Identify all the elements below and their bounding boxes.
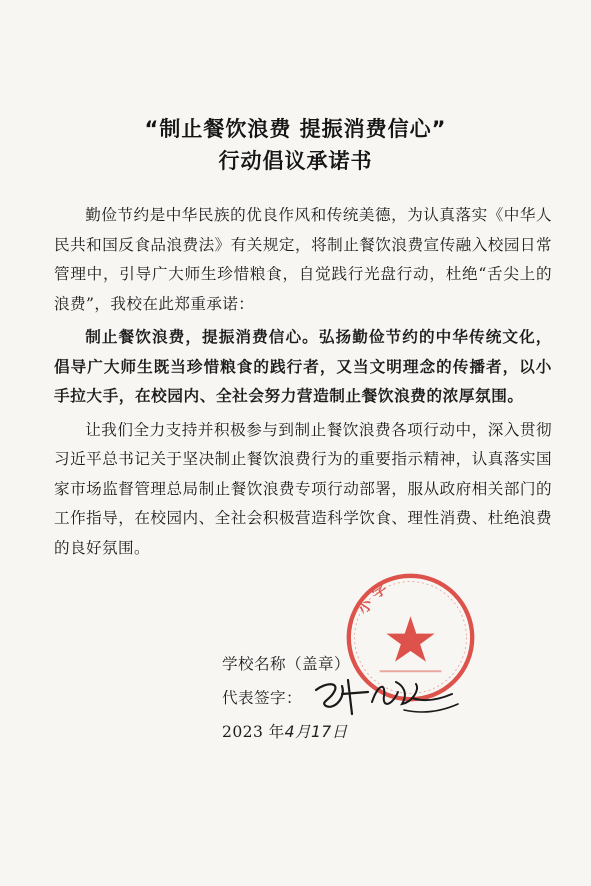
svg-text:小学: [354, 576, 394, 617]
paragraph-2: 制止餐饮浪费，提振消费信心。弘扬勤俭节约的中华传统文化，倡导广大师生既当珍惜粮食的践行者，又当文明理念的传播者，以小手拉大手，在校园内、全社会努力营造制止餐饮浪费的浓厚氛围。: [54, 328, 552, 405]
school-name-label: 学校名称（盖章）: [222, 655, 350, 673]
handwritten-signature: [312, 672, 462, 718]
seal-text: 小学: [354, 578, 395, 618]
document-title-line1: “制止餐饮浪费 提振消费信心”: [144, 117, 447, 141]
representative-signature-label: 代表签字：: [222, 689, 302, 707]
date-handwritten: 4月17日: [284, 723, 348, 741]
document-body: [54, 201, 552, 563]
paragraph-3: 让我们全力支持并积极参与到制止餐饮浪费各项行动中，深入贯彻习近平总书记关于坚决制止餐饮浪费行为的重要指示精神，认真落实国家市场监督管理总局制止餐饮浪费专项行动部署，服从政府相关部门的工作指导，在校园内、全社会积极营造科学饮食、理性消费、杜绝浪费的良好氛围。: [54, 420, 552, 557]
date-year: 2023 年: [222, 723, 285, 741]
paragraph-1: 勤俭节约是中华民族的优良作风和传统美德，为认真落实《中华人民共和国反食品浪费法》有关规定，将制止餐饮浪费宣传融入校园日常管理中，引导广大师生珍惜粮食，自觉践行光盘行动，杜绝“舌尖上的浪费”，我校在此郑重承诺：: [54, 206, 552, 313]
date-line: [222, 720, 348, 742]
document-title-line2: 行动倡议承诺书: [218, 149, 373, 173]
